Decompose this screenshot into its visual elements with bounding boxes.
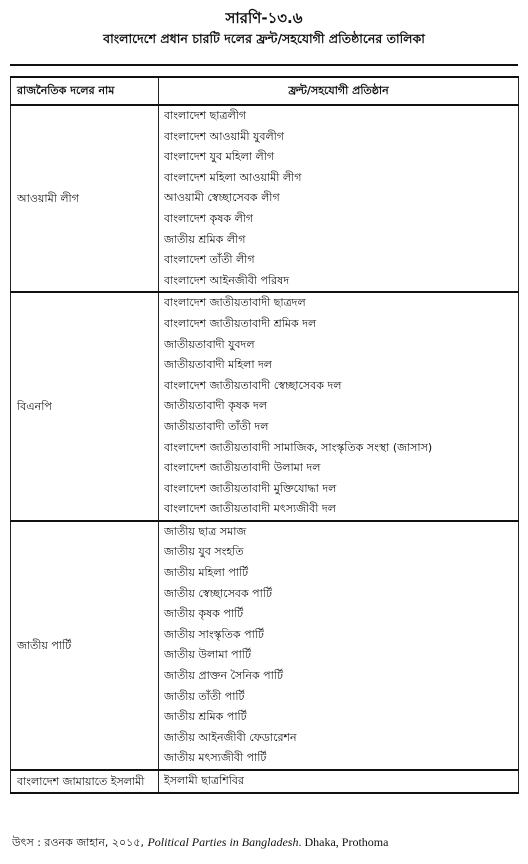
source-citation [12, 834, 388, 851]
list-item: বাংলাদেশ জাতীয়তাবাদী মুক্তিযোদ্ধা দল [164, 481, 337, 495]
list-item: জাতীয় শ্রমিক পার্টি [164, 710, 247, 724]
list-item: আওয়ামী স্বেচ্ছাসেবক লীগ [164, 191, 280, 205]
list-item: জাতীয় শ্রমিক লীগ [164, 232, 246, 246]
list-item: বাংলাদেশ আওয়ামী যুবলীগ [164, 129, 284, 143]
party-name-cell: বিএনপি [11, 292, 159, 521]
table-row [11, 770, 519, 793]
column-header-party: রাজনৈতিক দলের নাম [11, 77, 159, 105]
organizations-cell [159, 521, 519, 770]
list-item: বাংলাদেশ জাতীয়তাবাদী সামাজিক, সাংস্কৃতিক সংস্থা (জাসাস) [164, 440, 433, 454]
table-header-row [11, 77, 519, 105]
table-subtitle: বাংলাদেশে প্রধান চারটি দলের ফ্রন্ট/সহযোগী প্রতিষ্ঠানের তালিকা [103, 31, 425, 46]
table-row [11, 521, 519, 770]
list-item: জাতীয় মহিলা পার্টি [164, 566, 249, 580]
list-item: জাতীয় তাঁতী পার্টি [164, 689, 245, 703]
list-item: জাতীয় আইনজীবী ফেডারেশন [164, 730, 297, 744]
list-item: বাংলাদেশ তাঁতী লীগ [164, 253, 255, 267]
list-item: বাংলাদেশ যুব মহিলা লীগ [164, 150, 275, 164]
organizations-cell [159, 770, 519, 793]
table-row [11, 105, 519, 292]
source-suffix: . Dhaka, Prothoma [298, 835, 389, 849]
list-item: বাংলাদেশ জাতীয়তাবাদী উলামা দল [164, 461, 321, 475]
party-name-cell: জাতীয় পার্টি [11, 521, 159, 770]
list-item: জাতীয়তাবাদী মহিলা দল [164, 358, 272, 372]
list-item: জাতীয় ছাত্র সমাজ [164, 524, 247, 538]
list-item: জাতীয় যুব সংহতি [164, 545, 244, 559]
party-name-cell: বাংলাদেশ জামায়াতে ইসলামী [11, 770, 159, 793]
list-item: বাংলাদেশ মহিলা আওয়ামী লীগ [164, 170, 302, 184]
source-book-title: Political Parties in Bangladesh [147, 835, 299, 849]
list-item: বাংলাদেশ ছাত্রলীগ [164, 109, 247, 122]
list-item: জাতীয় উলামা পার্টি [164, 648, 251, 662]
table-title: সারণি-১৩.৬ [225, 9, 303, 27]
list-item: জাতীয় প্রাক্তন সৈনিক পার্টি [164, 669, 283, 683]
title-rule [10, 64, 518, 66]
organizations-cell [159, 292, 519, 521]
table-body [11, 105, 519, 793]
list-item: বাংলাদেশ জাতীয়তাবাদী শ্রমিক দল [164, 316, 317, 330]
list-item: বাংলাদেশ কৃষক লীগ [164, 211, 254, 225]
organizations-cell [159, 105, 519, 292]
list-item: বাংলাদেশ আইনজীবী পরিষদ [164, 273, 290, 287]
list-item: ইসলামী ছাত্রশিবির [164, 774, 245, 787]
table-row [11, 292, 519, 521]
source-prefix: উৎস : রওনক জাহান, ২০১৫, [12, 836, 144, 849]
list-item: জাতীয় স্বেচ্ছাসেবক পার্টি [164, 586, 272, 600]
list-item: জাতীয় কৃষক পার্টি [164, 607, 244, 621]
front-organizations-table [10, 76, 519, 794]
list-item: জাতীয়তাবাদী যুবদল [164, 337, 255, 351]
list-item: বাংলাদেশ জাতীয়তাবাদী ছাত্রদল [164, 296, 306, 310]
list-item: জাতীয় মৎস্যজীবী পার্টি [164, 751, 267, 765]
list-item: জাতীয় সাংস্কৃতিক পার্টি [164, 627, 264, 641]
list-item: জাতীয়তাবাদী তাঁতী দল [164, 419, 269, 433]
list-item: বাংলাদেশ জাতীয়তাবাদী মৎস্যজীবী দল [164, 502, 336, 516]
list-item: জাতীয়তাবাদী কৃষক দল [164, 399, 268, 413]
list-item: বাংলাদেশ জাতীয়তাবাদী স্বেচ্ছাসেবক দল [164, 378, 342, 392]
party-name-cell: আওয়ামী লীগ [11, 105, 159, 292]
column-header-organizations: ফ্রন্ট/সহযোগী প্রতিষ্ঠান [159, 77, 519, 105]
